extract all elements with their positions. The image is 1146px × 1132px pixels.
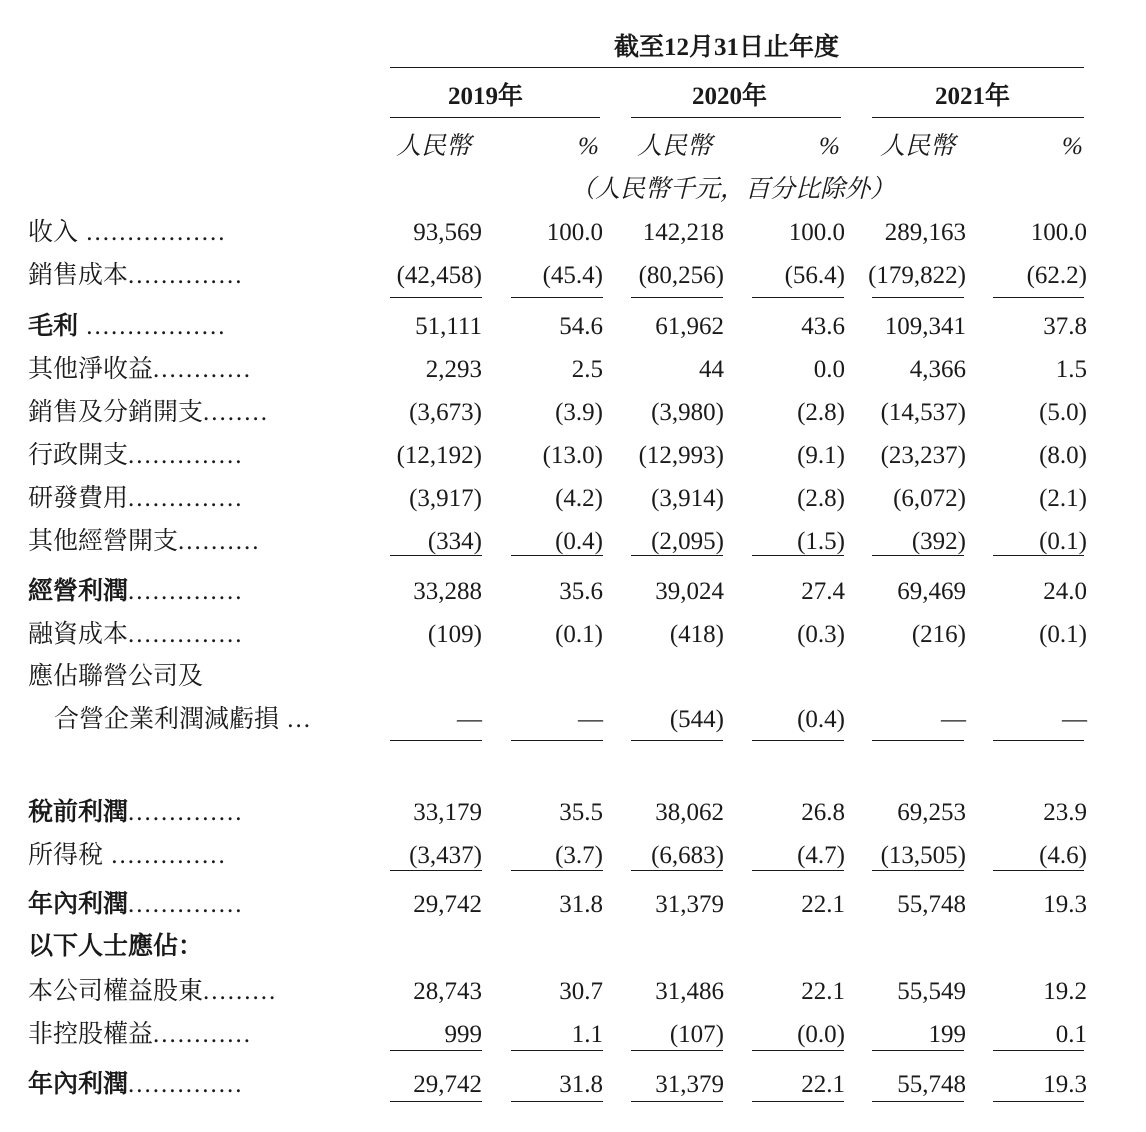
value-2020-amount: 44 (699, 356, 724, 383)
value-2019-amount: 2,293 (425, 356, 482, 383)
value-2020-percent: (0.4) (797, 706, 845, 733)
leader-dots: .............. (128, 442, 244, 469)
value-2021-percent: 19.3 (1043, 1071, 1087, 1098)
value-2020-amount: 31,379 (655, 891, 724, 918)
value-2021-percent: 1.5 (1055, 356, 1087, 383)
value-2020-amount: (3,980) (651, 399, 724, 426)
value-2020-percent: 100.0 (788, 219, 845, 246)
row-label-text: 研發費用 (28, 485, 129, 512)
subtotal-rule (390, 297, 482, 298)
row-label-text: 行政開支 (28, 442, 129, 469)
leader-dots: .............. (128, 1071, 244, 1098)
value-2020-percent: 22.1 (801, 978, 845, 1005)
subtotal-rule (752, 297, 844, 298)
subtotal-rule (872, 1050, 964, 1051)
currency-label-2019: 人民幣 (396, 133, 472, 160)
value-2019-amount: 29,742 (413, 1071, 482, 1098)
value-2020-percent: 26.8 (801, 799, 845, 826)
subtotal-rule (872, 297, 964, 298)
value-2020-percent: 22.1 (801, 1071, 845, 1098)
row-label (28, 441, 244, 471)
row-label (28, 1020, 252, 1050)
value-2019-amount: (334) (427, 528, 482, 555)
row-label-text: 非控股權益 (28, 1021, 154, 1048)
value-2020-percent: (0.0) (797, 1021, 845, 1048)
row-label-text: 年內利潤 (28, 1071, 129, 1098)
value-2021-amount: 4,366 (909, 356, 966, 383)
value-2019-percent: 2.5 (571, 356, 603, 383)
value-2019-percent: (3.7) (555, 842, 603, 869)
row-label-text: 經營利潤 (28, 578, 129, 605)
row-label-text: 所得稅 (28, 842, 104, 869)
value-2021-percent: 19.3 (1043, 891, 1087, 918)
year-header-2021: 2021年 (935, 83, 1011, 110)
value-2019-percent: (0.4) (555, 528, 603, 555)
value-2019-percent: — (578, 706, 603, 733)
value-2020-amount: 142,218 (642, 219, 724, 246)
row-label (28, 932, 203, 962)
value-2019-amount: 29,742 (413, 891, 482, 918)
value-2019-percent: (3.9) (555, 399, 603, 426)
value-2021-amount: (216) (911, 621, 966, 648)
row-label-text: 年內利潤 (28, 891, 129, 918)
value-2020-amount: (544) (669, 706, 724, 733)
value-2020-percent: 43.6 (801, 313, 845, 340)
subtotal-rule (752, 870, 844, 871)
row-label-text: 其他經營開支 (28, 528, 179, 555)
value-2019-amount: 33,288 (413, 578, 482, 605)
percent-label-2019: % (578, 133, 599, 160)
value-2020-amount: (80,256) (638, 262, 724, 289)
value-2020-percent: (0.3) (797, 621, 845, 648)
value-2020-amount: (6,683) (651, 842, 724, 869)
row-label (28, 484, 244, 514)
percent-label-2020: % (819, 133, 840, 160)
value-2021-amount: (13,505) (880, 842, 966, 869)
leader-dots: ................. (78, 313, 227, 340)
value-2019-percent: 100.0 (546, 219, 603, 246)
value-2020-amount: 31,379 (655, 1071, 724, 1098)
row-label-text: 以下人士應佔： (28, 933, 204, 960)
subtotal-rule (872, 1101, 964, 1102)
subtotal-rule (993, 1050, 1084, 1051)
row-label (54, 705, 312, 735)
row-label (28, 312, 227, 342)
value-2019-percent: (13.0) (542, 442, 603, 469)
row-label-text: 融資成本 (28, 621, 129, 648)
value-2021-percent: — (1062, 706, 1087, 733)
value-2021-amount: 55,748 (897, 1071, 966, 1098)
year-header-2020: 2020年 (692, 83, 768, 110)
value-2021-amount: (23,237) (880, 442, 966, 469)
value-2020-percent: (1.5) (797, 528, 845, 555)
value-2021-percent: (5.0) (1039, 399, 1087, 426)
row-label-text: 稅前利潤 (28, 799, 129, 826)
subtotal-rule (872, 555, 964, 556)
value-2020-percent: 27.4 (801, 578, 845, 605)
value-2019-amount: (109) (427, 621, 482, 648)
row-label (28, 841, 227, 871)
subtotal-rule (631, 297, 723, 298)
row-label-text: 銷售及分銷開支 (28, 399, 204, 426)
currency-label-2021: 人民幣 (880, 133, 956, 160)
value-2021-percent: (4.6) (1039, 842, 1087, 869)
year-rule-2021 (872, 117, 1084, 118)
value-2021-percent: 37.8 (1043, 313, 1087, 340)
subtotal-rule (993, 740, 1084, 741)
value-2019-percent: 1.1 (571, 1021, 603, 1048)
currency-label-2020: 人民幣 (637, 133, 713, 160)
value-2021-percent: (0.1) (1039, 621, 1087, 648)
subtotal-rule (511, 740, 603, 741)
value-2019-amount: 33,179 (413, 799, 482, 826)
subtotal-rule (511, 1101, 603, 1102)
value-2020-amount: (2,095) (651, 528, 724, 555)
row-label (28, 890, 244, 920)
row-label (28, 977, 277, 1007)
value-2019-percent: 35.5 (559, 799, 603, 826)
value-2020-percent: (56.4) (784, 262, 845, 289)
row-label-text: 收入 (28, 219, 79, 246)
subtotal-rule (752, 1101, 844, 1102)
value-2020-amount: 61,962 (655, 313, 724, 340)
subtotal-rule (752, 555, 844, 556)
row-label (28, 577, 244, 607)
value-2019-amount: (12,192) (396, 442, 482, 469)
value-2019-percent: (45.4) (542, 262, 603, 289)
value-2019-percent: (4.2) (555, 485, 603, 512)
row-label-text: 本公司權益股東 (28, 978, 204, 1005)
percent-label-2021: % (1062, 133, 1083, 160)
value-2020-amount: (12,993) (638, 442, 724, 469)
value-2020-amount: (107) (669, 1021, 724, 1048)
subtotal-rule (872, 870, 964, 871)
row-label-text: 其他淨收益 (28, 356, 154, 383)
row-label (28, 218, 227, 248)
row-label-text: 應佔聯營公司及 (28, 663, 204, 690)
row-label-text: 銷售成本 (28, 262, 129, 289)
value-2021-percent: (62.2) (1026, 262, 1087, 289)
value-2021-amount: 289,163 (884, 219, 966, 246)
leader-dots: .............. (128, 485, 244, 512)
row-label-text: 毛利 (28, 313, 79, 340)
value-2021-amount: (14,537) (880, 399, 966, 426)
value-2021-amount: 69,253 (897, 799, 966, 826)
value-2019-amount: (3,437) (409, 842, 482, 869)
value-2019-amount: 28,743 (413, 978, 482, 1005)
row-label (28, 527, 261, 557)
value-2019-percent: 35.6 (559, 578, 603, 605)
subtotal-rule (993, 870, 1084, 871)
value-2020-amount: (418) (669, 621, 724, 648)
value-2021-amount: 55,549 (897, 978, 966, 1005)
value-2020-percent: (9.1) (797, 442, 845, 469)
period-rule (390, 67, 1084, 68)
value-2020-percent: (2.8) (797, 485, 845, 512)
value-2020-percent: 22.1 (801, 891, 845, 918)
value-2021-percent: 24.0 (1043, 578, 1087, 605)
leader-dots: .............. (128, 262, 244, 289)
value-2021-percent: 100.0 (1030, 219, 1087, 246)
subtotal-rule (390, 870, 482, 871)
subtotal-rule (511, 870, 603, 871)
value-2020-percent: 0.0 (813, 356, 845, 383)
subtotal-rule (631, 1050, 723, 1051)
value-2019-percent: 54.6 (559, 313, 603, 340)
subtotal-rule (752, 1050, 844, 1051)
value-2019-percent: 31.8 (559, 1071, 603, 1098)
period-title: 截至12月31日止年度 (614, 34, 840, 61)
value-2019-percent: 30.7 (559, 978, 603, 1005)
leader-dots: .............. (128, 891, 244, 918)
leader-dots: .............. (128, 578, 244, 605)
subtotal-rule (511, 555, 603, 556)
leader-dots: ........ (203, 399, 270, 426)
value-2021-amount: (179,822) (868, 262, 966, 289)
leader-dots: ......... (203, 978, 278, 1005)
row-label (28, 662, 203, 692)
leader-dots: ............ (153, 1021, 253, 1048)
value-2019-amount: — (457, 706, 482, 733)
subtotal-rule (752, 740, 844, 741)
value-2021-percent: (8.0) (1039, 442, 1087, 469)
row-label (28, 398, 269, 428)
value-2021-amount: 55,748 (897, 891, 966, 918)
value-2020-amount: 38,062 (655, 799, 724, 826)
year-header-2019: 2019年 (448, 83, 524, 110)
subtotal-rule (872, 740, 964, 741)
value-2021-amount: 199 (928, 1021, 966, 1048)
value-2021-amount: 109,341 (884, 313, 966, 340)
row-label (28, 620, 244, 650)
leader-dots: ................. (78, 219, 227, 246)
value-2019-amount: (42,458) (396, 262, 482, 289)
value-2020-percent: (2.8) (797, 399, 845, 426)
value-2020-amount: 39,024 (655, 578, 724, 605)
subtotal-rule (631, 1101, 723, 1102)
value-2021-amount: — (941, 706, 966, 733)
value-2019-amount: 93,569 (413, 219, 482, 246)
subtotal-rule (993, 555, 1084, 556)
subtotal-rule (390, 1050, 482, 1051)
subtotal-rule (631, 740, 723, 741)
subtotal-rule (993, 1101, 1084, 1102)
value-2019-amount: (3,917) (409, 485, 482, 512)
year-rule-2020 (631, 117, 841, 118)
unit-note: （人民幣千元，百分比除外） (570, 176, 896, 203)
value-2019-percent: (0.1) (555, 621, 603, 648)
value-2020-amount: 31,486 (655, 978, 724, 1005)
value-2021-percent: (0.1) (1039, 528, 1087, 555)
value-2020-percent: (4.7) (797, 842, 845, 869)
value-2019-amount: 999 (444, 1021, 482, 1048)
value-2021-percent: 19.2 (1043, 978, 1087, 1005)
value-2019-percent: 31.8 (559, 891, 603, 918)
leader-dots: .............. (128, 621, 244, 648)
value-2021-amount: (392) (911, 528, 966, 555)
leader-dots: .......... (178, 528, 261, 555)
value-2019-amount: (3,673) (409, 399, 482, 426)
row-label (28, 798, 244, 828)
value-2019-amount: 51,111 (415, 313, 482, 340)
value-2020-amount: (3,914) (651, 485, 724, 512)
leader-dots: ............ (153, 356, 253, 383)
row-label (28, 261, 244, 291)
subtotal-rule (390, 1101, 482, 1102)
subtotal-rule (993, 297, 1084, 298)
value-2021-percent: 23.9 (1043, 799, 1087, 826)
value-2021-amount: 69,469 (897, 578, 966, 605)
subtotal-rule (631, 555, 723, 556)
leader-dots: .............. (103, 842, 227, 869)
row-label (28, 355, 252, 385)
value-2021-percent: (2.1) (1039, 485, 1087, 512)
row-label-text: 合營企業利潤減虧損 (54, 706, 280, 733)
value-2021-amount: (6,072) (893, 485, 966, 512)
subtotal-rule (511, 1050, 603, 1051)
row-label (28, 1070, 244, 1100)
subtotal-rule (631, 870, 723, 871)
subtotal-rule (390, 555, 482, 556)
subtotal-rule (511, 297, 603, 298)
subtotal-rule (390, 740, 482, 741)
value-2021-percent: 0.1 (1055, 1021, 1087, 1048)
year-rule-2019 (390, 117, 600, 118)
leader-dots: ... (279, 706, 313, 733)
leader-dots: .............. (128, 799, 244, 826)
